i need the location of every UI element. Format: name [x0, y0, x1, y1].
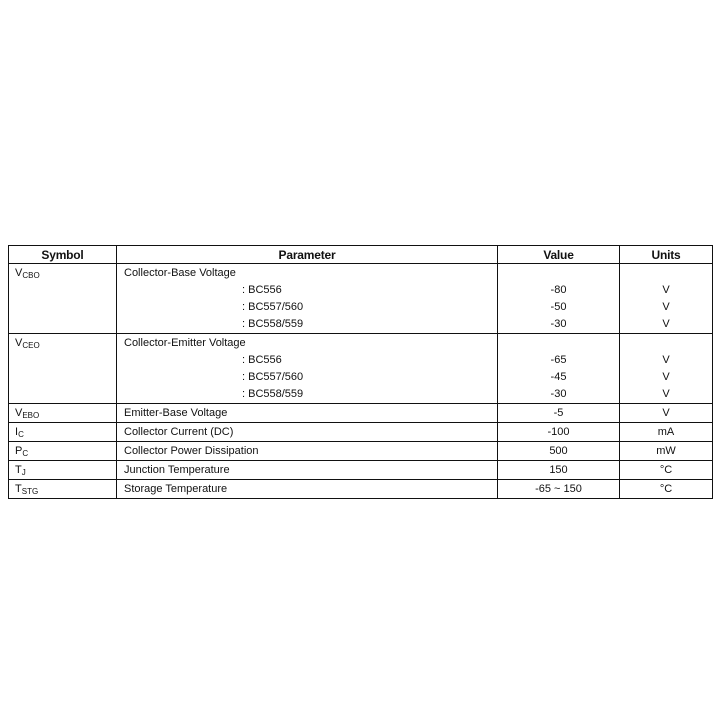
table-row-tj — [9, 461, 713, 480]
variant-label: : BC557/560 — [242, 301, 304, 313]
symbol-pc: $P_C$ — [15, 445, 29, 458]
symbol-tstg: $T_{STG}$ — [15, 483, 39, 496]
symbol-cell — [9, 461, 117, 480]
header-value: Value — [498, 246, 620, 264]
value-cell — [498, 480, 620, 499]
parameter-name: Emitter-Base Voltage — [124, 407, 228, 419]
symbol-vcbo: $V_{CBO}$ — [15, 267, 40, 280]
symbol-cell — [9, 404, 117, 423]
units-cell — [620, 461, 713, 480]
parameter-unit: °C — [659, 483, 673, 495]
symbol-tj: $T_J$ — [15, 464, 26, 477]
parameter-cell — [117, 480, 498, 499]
variant-value: -45 — [550, 371, 567, 383]
variant-value: -80 — [550, 284, 567, 296]
parameter-value: 500 — [549, 445, 568, 457]
variant-label: : BC558/559 — [242, 388, 304, 400]
symbol-cell — [9, 264, 117, 334]
header-parameter: Parameter — [117, 246, 498, 264]
symbol-ic: $I_C$ — [15, 426, 24, 439]
symbol-cell — [9, 334, 117, 404]
symbol-vceo: $V_{CEO}$ — [15, 337, 40, 350]
value-cell — [498, 461, 620, 480]
value-cell — [498, 264, 620, 334]
parameter-name: Collector-Base Voltage — [124, 267, 236, 279]
parameter-value: -65 ~ 150 — [535, 483, 582, 495]
parameter-name: Storage Temperature — [124, 483, 228, 495]
variant-unit: V — [662, 318, 670, 330]
table-row-vcbo — [9, 264, 713, 334]
parameter-cell — [117, 423, 498, 442]
parameter-value: 150 — [549, 464, 568, 476]
units-cell — [620, 264, 713, 334]
variant-label: : BC556 — [242, 354, 282, 366]
variant-label: : BC558/559 — [242, 318, 304, 330]
variant-value: -30 — [550, 318, 567, 330]
parameter-cell — [117, 264, 498, 334]
absolute-max-ratings-table — [8, 245, 713, 499]
parameter-unit: °C — [659, 464, 673, 476]
units-cell — [620, 442, 713, 461]
absolute-max-ratings-table-wrapper — [8, 245, 712, 499]
units-cell — [620, 334, 713, 404]
units-cell — [620, 404, 713, 423]
variant-unit: V — [662, 284, 670, 296]
parameter-value: -100 — [547, 426, 570, 438]
variant-unit: V — [662, 388, 670, 400]
variant-label: : BC556 — [242, 284, 282, 296]
symbol-cell — [9, 442, 117, 461]
symbol-cell — [9, 423, 117, 442]
parameter-name: Junction Temperature — [124, 464, 230, 476]
value-cell — [498, 334, 620, 404]
parameter-name: Collector Current (DC) — [124, 426, 234, 438]
parameter-cell — [117, 442, 498, 461]
table-row-vceo — [9, 334, 713, 404]
variant-label: : BC557/560 — [242, 371, 304, 383]
symbol-cell — [9, 480, 117, 499]
variant-value: -30 — [550, 388, 567, 400]
parameter-unit: V — [662, 407, 670, 419]
parameter-unit: mW — [656, 445, 676, 457]
parameter-unit: mA — [657, 426, 675, 438]
variant-value: -65 — [550, 354, 567, 366]
parameter-name: Collector-Emitter Voltage — [124, 337, 246, 349]
table-row-pc — [9, 442, 713, 461]
table-row-tstg — [9, 480, 713, 499]
header-units: Units — [620, 246, 713, 264]
symbol-vebo: $V_{EBO}$ — [15, 407, 40, 420]
parameter-value: -5 — [553, 407, 564, 419]
variant-unit: V — [662, 301, 670, 313]
variant-unit: V — [662, 371, 670, 383]
variant-value: -50 — [550, 301, 567, 313]
parameter-cell — [117, 461, 498, 480]
table-header-row — [9, 246, 713, 264]
variant-unit: V — [662, 354, 670, 366]
units-cell — [620, 480, 713, 499]
table-row-ic — [9, 423, 713, 442]
value-cell — [498, 442, 620, 461]
value-cell — [498, 404, 620, 423]
parameter-cell — [117, 334, 498, 404]
units-cell — [620, 423, 713, 442]
value-cell — [498, 423, 620, 442]
header-symbol: Symbol — [9, 246, 117, 264]
parameter-name: Collector Power Dissipation — [124, 445, 259, 457]
table-row-vebo — [9, 404, 713, 423]
parameter-cell — [117, 404, 498, 423]
